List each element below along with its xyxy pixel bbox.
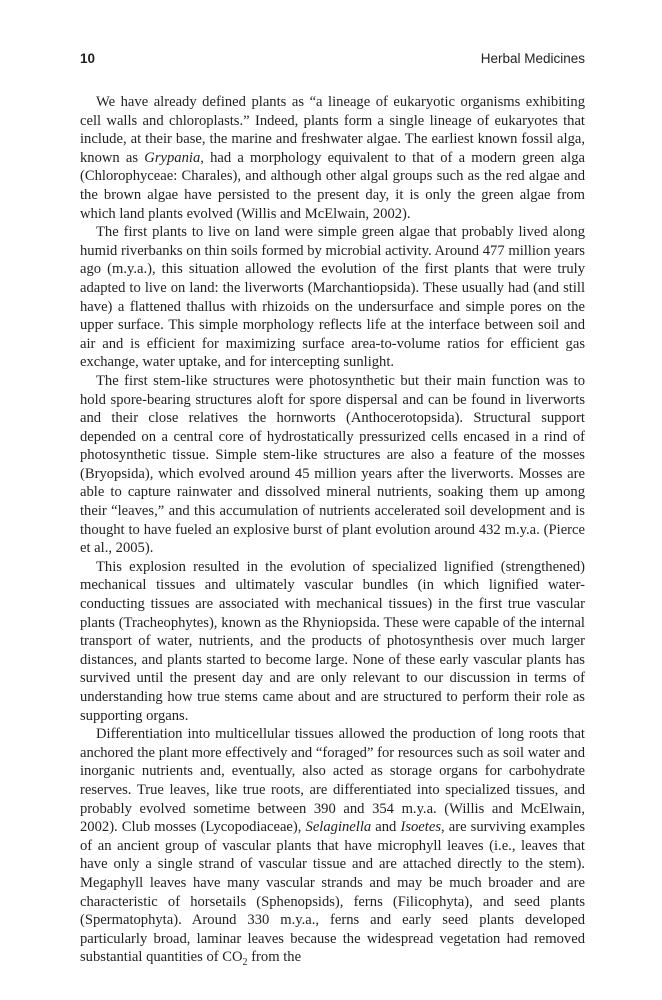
text-segment: We have already defined plants as “a lineage of eukaryotic organisms exhibiting cell walls and chloroplasts.” Indeed, plants form a single lineage of eukaryotes that include, at their base, the marine and freshwater algae. The earliest known fossil alga, known as [80, 94, 585, 166]
text-segment: The first stem-like structures were photosynthetic but their main function was to hold spore-bearing structures aloft for spore dispersal and can be found in liverworts and their close relatives the hornworts (Anthocerotopsida). Structural support depended on a central core of hydrostatically pressurized cells encased in a rind of photosynthetic tissue. Simple stem-like structures are also a feature of the mosses (Bryopsida), which evolved around 45 million years after the liverworts. Mosses are able to capture rainwater and dissolved mineral nutrients, soaking them up among their “leaves,” and this accumulation of nutrients accelerated soil development and is thought to have fueled an explosive burst of plant evolution around 432 m.y.a. (Pierce et al., 2005). [80, 372, 585, 557]
page-header [80, 51, 585, 71]
text-segment: from the [247, 949, 302, 966]
text-segment: Differentiation into multicellular tissues allowed the production of long roots that anchored the plant more effectively and “foraged” for resources such as soil water and inorganic nutrients and, eventually, also acted as storage organs for carbohydrate reserves. True leaves, like true roots, are differentiated into specialized tissues, and probably evolved sometime between 390 and 354 m.y.a. (Willis and McElwain, 2002). Club mosses (Lycopodiaceae), [80, 726, 585, 836]
page-number: 10 [80, 51, 96, 66]
paragraph-stem-like-structures [80, 372, 585, 558]
text-segment: and [371, 819, 401, 836]
italic-term-selaginella: Selaginella [305, 819, 372, 836]
italic-term-grypania: Grypania [144, 149, 201, 166]
paragraph-algae-origins [80, 93, 585, 223]
text-segment: , had a morphology equivalent to that of a modern green alga (Chlorophyceae: Charales), and although other algal groups such as the red algae and the brown algae have persisted to the present day, it is only the green algae from which land plants evolved (Willis and McElwain, 2002). [80, 149, 585, 222]
italic-term-isoetes: Isoetes [400, 819, 441, 836]
paragraph-first-land-plants [80, 223, 585, 372]
body-text [80, 93, 585, 967]
text-segment: This explosion resulted in the evolution of specialized lignified (strengthened) mechanical tissues and ultimately vascular bundles (in which lignified water-conducting tissues are associated with mechanical tissues) in the first true vascular plants (Tracheophytes), known as the Rhyniopsida. These were capable of the internal transport of water, nutrients, and the products of photosynthesis over much larger distances, and plants started to become large. None of these early vascular plants has survived until the present day and are only relevant to our discussion in terms of understanding how true stems came about and are structured to perform their role as supporting organs. [80, 558, 585, 724]
text-segment: , are surviving examples of an ancient group of vascular plants that have microphyll leaves (i.e., leaves that have only a single strand of vascular tissue and are attached directly to the stem). Megaphyll leaves have many vascular strands and may be much broader and are characteristic of horsetails (Sphenopsids), ferns (Filicophyta), and seed plants (Spermatophyta). Around 330 m.y.a., ferns and early seed plants developed particularly broad, laminar leaves because the widespread vegetation had removed substantial quantities of CO [80, 819, 586, 966]
paragraph-roots-and-leaves [80, 725, 585, 967]
text-segment: The first plants to live on land were simple green algae that probably lived along humid riverbanks on thin soils formed by microbial activity. Around 477 million years ago (m.y.a.), this situation allowed the evolution of the first plants that were truly adapted to live on land: the liverworts (Marchantiopsida). These usually had (and still have) a flattened thallus with rhizoids on the undersurface and simple pores on the upper surface. This simple morphology reflects life at the interface between soil and air and is efficient for maximizing surface area-to-volume ratios for efficient gas exchange, water uptake, and for intercepting sunlight. [80, 224, 585, 371]
paragraph-vascular-plants [80, 558, 585, 725]
subscript-2: 2 [242, 957, 248, 969]
running-head: Herbal Medicines [480, 51, 585, 66]
